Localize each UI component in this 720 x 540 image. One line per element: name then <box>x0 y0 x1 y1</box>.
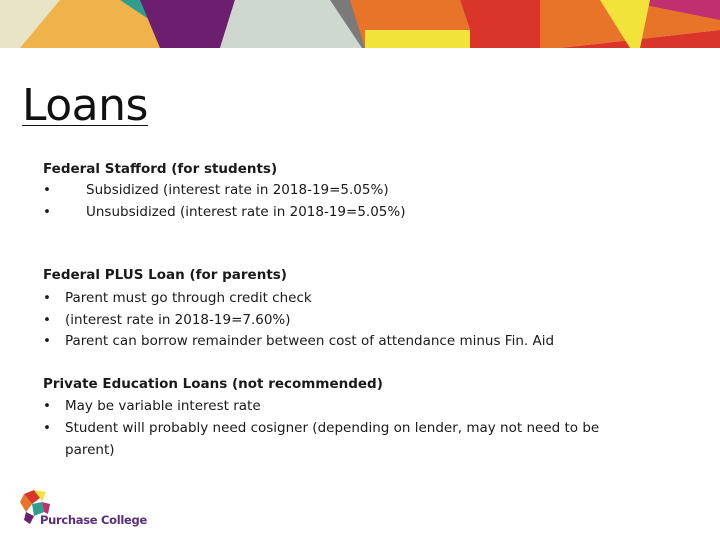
decorative-banner <box>0 0 720 48</box>
section-heading-private: Private Education Loans (not recommended) <box>43 376 383 392</box>
logo-text: Purchase College <box>40 513 147 527</box>
bullet-icon: • <box>43 398 51 414</box>
bullet-icon: • <box>43 204 51 220</box>
section-heading-plus: Federal PLUS Loan (for parents) <box>43 267 287 283</box>
slide-title: Loans <box>22 80 148 131</box>
bullet-icon: • <box>43 312 51 328</box>
bullet-icon: • <box>43 290 51 306</box>
bullet-icon: • <box>43 420 51 436</box>
bullet-icon: • <box>43 333 51 349</box>
bullet-icon: • <box>43 182 51 198</box>
section-heading-stafford: Federal Stafford (for students) <box>43 161 278 177</box>
